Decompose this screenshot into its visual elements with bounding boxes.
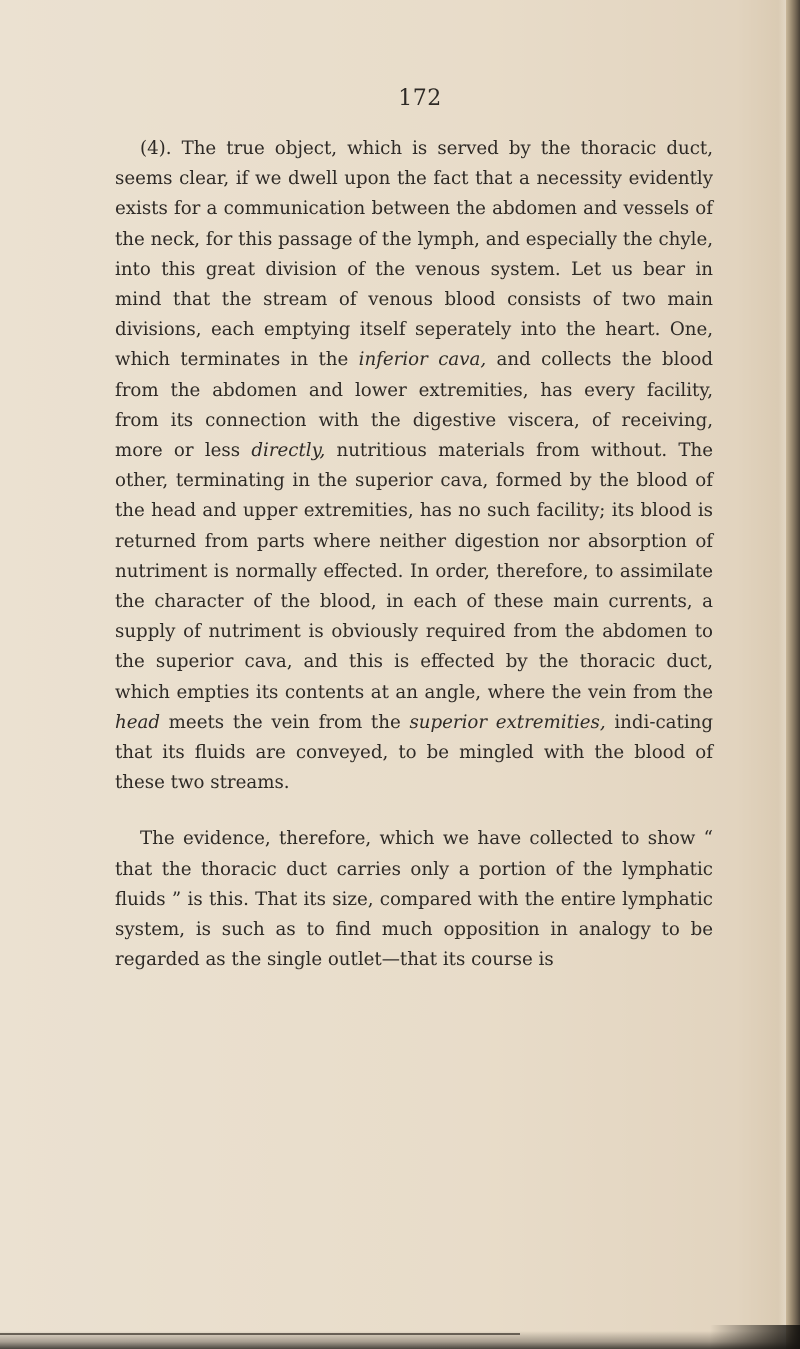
text-run: indi-cating that its fluids are conveyed, to be mingled with the blood of these two streams. xyxy=(115,711,713,794)
body-text xyxy=(115,134,713,975)
page-edge-shadow xyxy=(786,0,800,1349)
page-number: 172 xyxy=(398,86,442,111)
paragraph-1 xyxy=(115,134,713,798)
paragraph-2 xyxy=(115,824,713,975)
italic-run: head xyxy=(115,711,160,733)
text-run: meets the vein from the xyxy=(159,711,410,733)
text-run: and collects the blood from the abdomen and lower extremities, has every facility, from its connection with the digestive viscera, of receiving, more or less xyxy=(115,349,714,462)
text-run: The evidence, therefore, which we have collected to show “ that the thoracic duct carries only a portion of the lymphatic fluids ” is this. That its size, compared with the entire lymphatic system, is such as to find much opposition in analogy to be regarded as the single outlet—that its course is xyxy=(115,828,713,971)
italic-run: directly, xyxy=(251,440,326,462)
text-run: (4). The true object, which is served by the thoracic duct, seems clear, if we dwell upon the fact that a necessity evidently exists for a communication between the abdomen and vessels of the neck, for this passage of the lymph, and especially the chyle, into this great division of the venous system. Let us bear in mind that the stream of venous blood consists of two main divisions, each emptying itself seperately into the heart. One, which terminates in the xyxy=(115,138,713,371)
bottom-corner-shadow xyxy=(710,1325,800,1349)
bottom-shadow xyxy=(0,1331,800,1349)
text-run: nutritious materials from without. The other, terminating in the superior cava, formed by the blood of the head and upper extremities, has no such facility; its blood is returned from parts where neither digestion nor absorption of nutriment is normally effected. In order, therefore, to assimilate the character of the blood, in each of these main currents, a supply of nutriment is obviously required from the abdomen to the superior cava, and this is effected by the thoracic duct, which empties its contents at an angle, where the vein from the xyxy=(115,440,713,703)
italic-run: superior extremities, xyxy=(409,711,606,733)
page-edge-highlight xyxy=(778,0,786,1349)
italic-run: inferior cava, xyxy=(358,349,487,371)
